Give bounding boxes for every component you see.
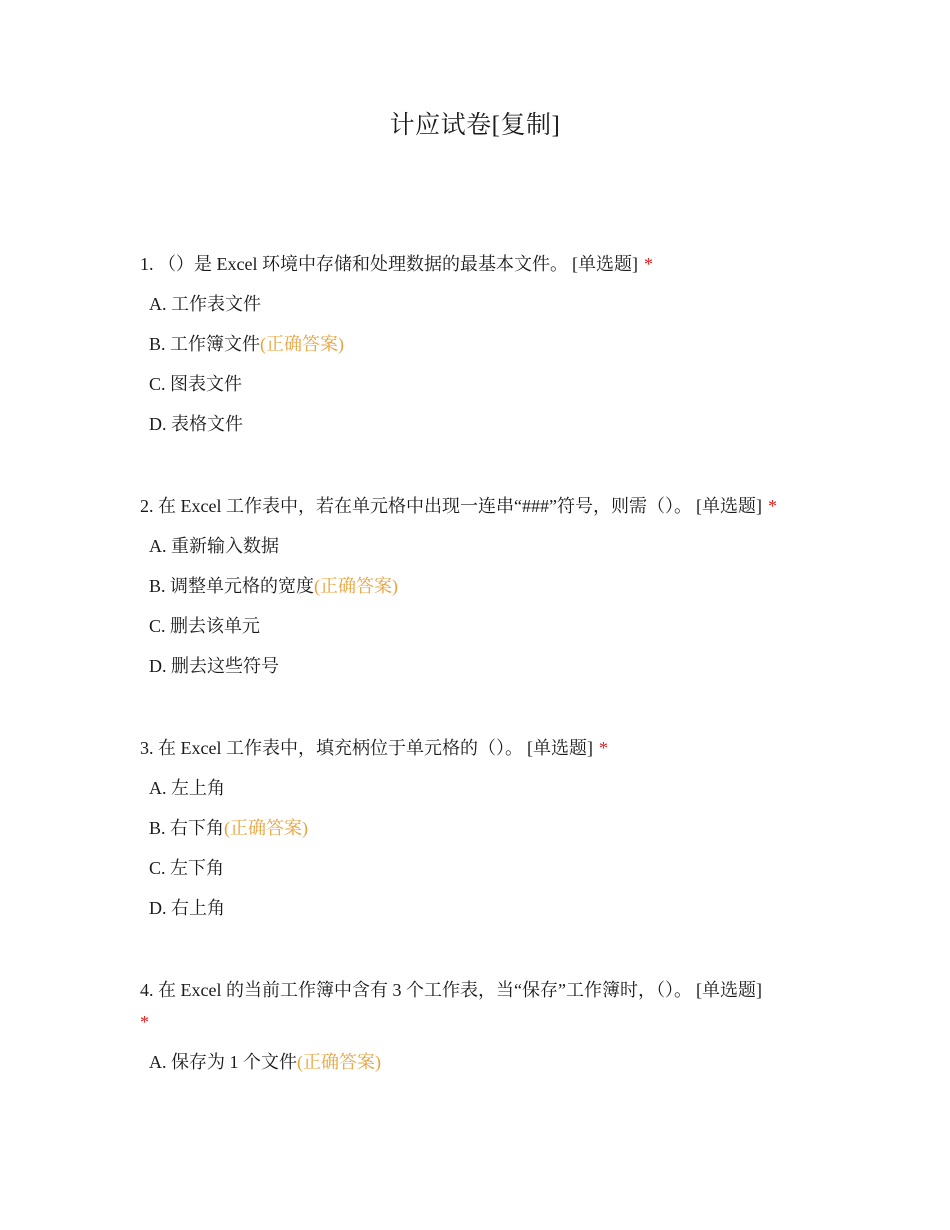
option-text: A. 重新输入数据 [149,536,279,556]
question-type-tag: [单选题] [526,738,593,758]
option-d [149,896,812,936]
question-stem [140,248,812,280]
question-text: 3. 在 Excel 工作表中，填充柄位于单元格的（）。 [140,738,523,758]
option-c [149,856,812,896]
option-list [140,292,812,452]
question-text: 4. 在 Excel 的当前工作簿中含有 3 个工作表，当“保存”工作簿时，（）。 [140,980,692,1000]
option-text: C. 删去该单元 [149,616,261,636]
question-stem [140,732,812,764]
question-type-tag: [单选题] [695,980,762,1000]
option-list [140,534,812,694]
required-marker: * [598,738,608,758]
question-text: 2. 在 Excel 工作表中，若在单元格中出现一连串“###”符号，则需（）。 [140,496,692,516]
option-d [149,654,812,694]
option-list [140,1050,812,1090]
page-title: 计应试卷[复制] [389,112,561,139]
option-text: B. 右下角 [149,818,225,838]
option-a [149,776,812,816]
option-a [149,292,812,332]
option-b [149,816,812,856]
option-a [149,534,812,574]
option-text: C. 左下角 [149,858,225,878]
question-type-tag: [单选题] [571,254,638,274]
question-4 [140,974,812,1090]
question-text: 1. （）是 Excel 环境中存储和处理数据的最基本文件。 [140,254,568,274]
question-1 [140,248,812,452]
option-b [149,574,812,614]
option-b [149,332,812,372]
required-marker: * [643,254,653,274]
option-text: D. 删去这些符号 [149,656,279,676]
option-text: B. 工作簿文件 [149,334,261,354]
question-3 [140,732,812,936]
correct-answer-label: (正确答案) [224,818,309,838]
question-type-tag: [单选题] [695,496,762,516]
option-list [140,776,812,936]
option-d [149,412,812,452]
option-text: D. 表格文件 [149,414,243,434]
option-text: A. 保存为 1 个文件 [149,1052,297,1072]
required-marker: * [140,1012,149,1032]
option-text: A. 左上角 [149,778,225,798]
option-text: A. 工作表文件 [149,294,261,314]
correct-answer-label: (正确答案) [297,1052,381,1072]
correct-answer-label: (正确答案) [314,576,399,596]
question-2 [140,490,812,694]
option-a [149,1050,812,1090]
option-c [149,372,812,412]
question-stem [140,974,812,1038]
option-text: C. 图表文件 [149,374,243,394]
required-marker: * [767,496,777,516]
question-stem [140,490,812,522]
option-text: D. 右上角 [149,898,225,918]
option-c [149,614,812,654]
option-text: B. 调整单元格的宽度 [149,576,315,596]
correct-answer-label: (正确答案) [260,334,345,354]
